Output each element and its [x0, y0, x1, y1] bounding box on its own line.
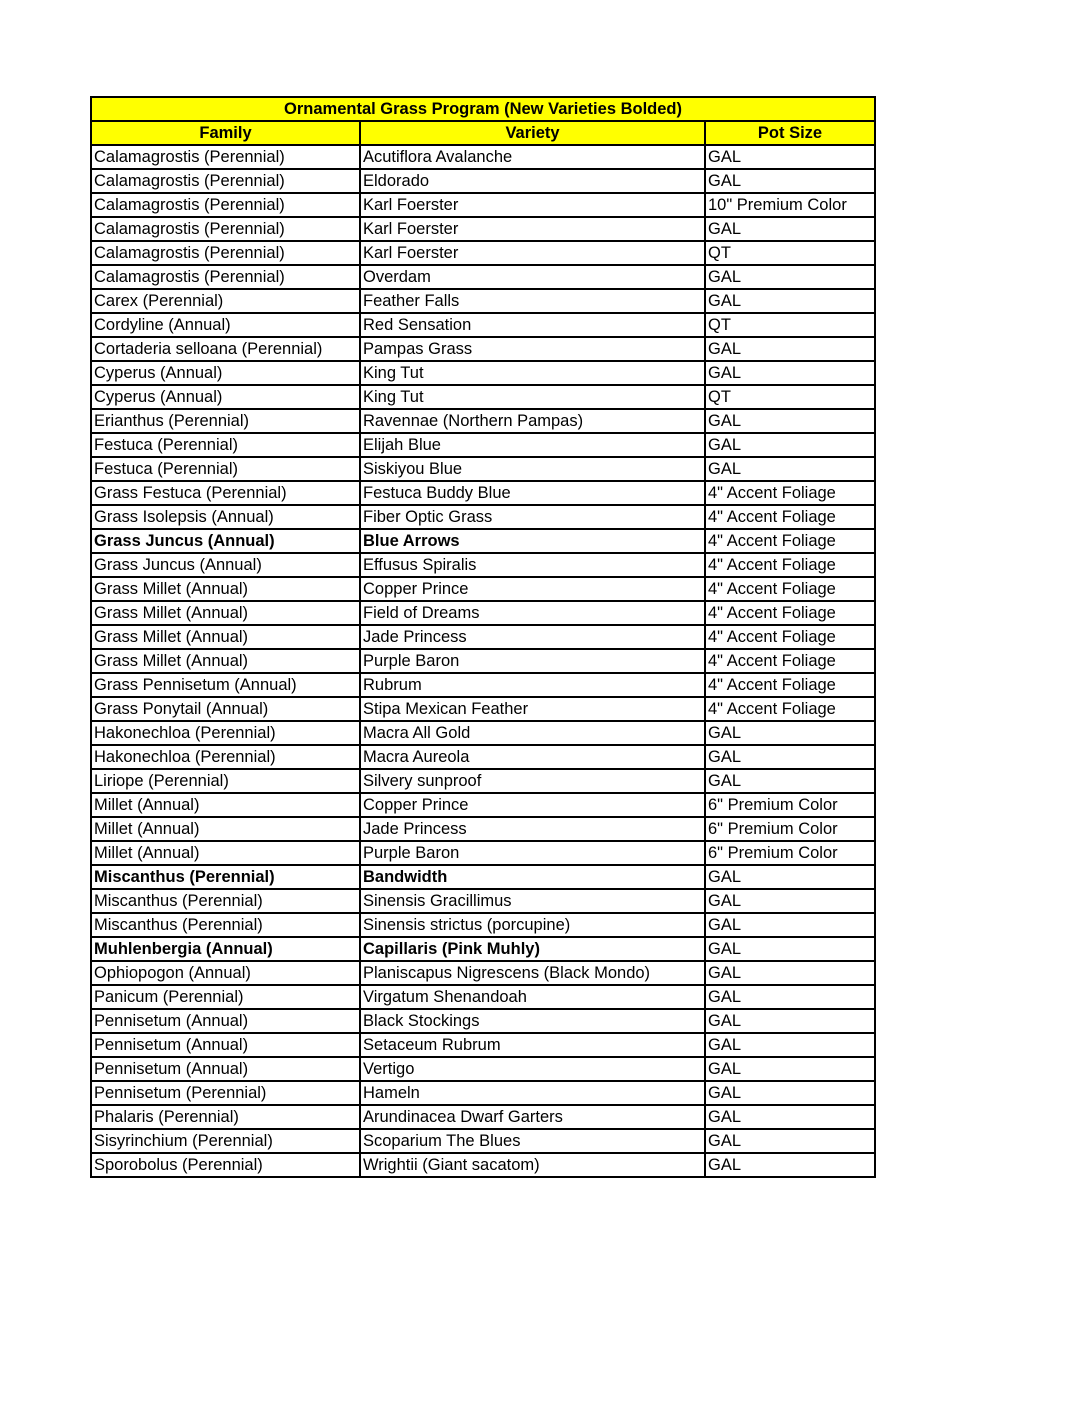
family-cell: Grass Millet (Annual) [91, 577, 360, 601]
pot-size-cell: GAL [705, 985, 875, 1009]
table-row [91, 1153, 875, 1177]
table-row [91, 505, 875, 529]
family-cell: Erianthus (Perennial) [91, 409, 360, 433]
variety-cell: Copper Prince [360, 577, 705, 601]
family-cell: Grass Ponytail (Annual) [91, 697, 360, 721]
table-row [91, 193, 875, 217]
family-cell: Muhlenbergia (Annual) [91, 937, 360, 961]
family-cell: Pennisetum (Annual) [91, 1057, 360, 1081]
family-cell: Grass Millet (Annual) [91, 625, 360, 649]
variety-cell: Setaceum Rubrum [360, 1033, 705, 1057]
family-cell: Festuca (Perennial) [91, 433, 360, 457]
family-cell: Calamagrostis (Perennial) [91, 217, 360, 241]
pot-size-cell: GAL [705, 937, 875, 961]
pot-size-cell: GAL [705, 865, 875, 889]
family-cell: Calamagrostis (Perennial) [91, 241, 360, 265]
family-cell: Pennisetum (Perennial) [91, 1081, 360, 1105]
variety-cell: Field of Dreams [360, 601, 705, 625]
table-body [91, 145, 875, 1177]
family-cell: Miscanthus (Perennial) [91, 913, 360, 937]
table-row [91, 913, 875, 937]
variety-cell: Wrightii (Giant sacatom) [360, 1153, 705, 1177]
table-row [91, 721, 875, 745]
pot-size-cell: GAL [705, 145, 875, 169]
table-row [91, 673, 875, 697]
pot-size-cell: GAL [705, 1009, 875, 1033]
variety-cell: Red Sensation [360, 313, 705, 337]
variety-cell: Copper Prince [360, 793, 705, 817]
variety-cell: Stipa Mexican Feather [360, 697, 705, 721]
variety-cell: Planiscapus Nigrescens (Black Mondo) [360, 961, 705, 985]
pot-size-cell: 4" Accent Foliage [705, 673, 875, 697]
pot-size-cell: GAL [705, 457, 875, 481]
family-cell: Pennisetum (Annual) [91, 1009, 360, 1033]
family-cell: Hakonechloa (Perennial) [91, 721, 360, 745]
pot-size-cell: 4" Accent Foliage [705, 601, 875, 625]
family-cell: Calamagrostis (Perennial) [91, 169, 360, 193]
table-row [91, 289, 875, 313]
family-cell: Calamagrostis (Perennial) [91, 145, 360, 169]
table-row [91, 745, 875, 769]
table-row [91, 889, 875, 913]
table-row [91, 169, 875, 193]
pot-size-cell: GAL [705, 889, 875, 913]
variety-cell: Purple Baron [360, 841, 705, 865]
variety-cell: Rubrum [360, 673, 705, 697]
table-row [91, 817, 875, 841]
pot-size-cell: GAL [705, 289, 875, 313]
table-row [91, 457, 875, 481]
table-row [91, 313, 875, 337]
variety-cell: Arundinacea Dwarf Garters [360, 1105, 705, 1129]
variety-cell: Effusus Spiralis [360, 553, 705, 577]
variety-cell: Festuca Buddy Blue [360, 481, 705, 505]
table-row [91, 649, 875, 673]
table-row [91, 601, 875, 625]
variety-cell: Black Stockings [360, 1009, 705, 1033]
pot-size-cell: 4" Accent Foliage [705, 625, 875, 649]
pot-size-cell: 4" Accent Foliage [705, 553, 875, 577]
variety-cell: Purple Baron [360, 649, 705, 673]
table-title: Ornamental Grass Program (New Varieties Bolded) [91, 97, 875, 121]
variety-cell: Blue Arrows [360, 529, 705, 553]
table-title-row [91, 97, 875, 121]
variety-cell: Silvery sunproof [360, 769, 705, 793]
family-cell: Panicum (Perennial) [91, 985, 360, 1009]
variety-cell: Karl Foerster [360, 193, 705, 217]
family-cell: Festuca (Perennial) [91, 457, 360, 481]
family-cell: Hakonechloa (Perennial) [91, 745, 360, 769]
family-cell: Pennisetum (Annual) [91, 1033, 360, 1057]
variety-cell: Scoparium The Blues [360, 1129, 705, 1153]
pot-size-cell: 4" Accent Foliage [705, 481, 875, 505]
variety-cell: Bandwidth [360, 865, 705, 889]
table-row [91, 1057, 875, 1081]
pot-size-cell: 4" Accent Foliage [705, 505, 875, 529]
family-cell: Grass Isolepsis (Annual) [91, 505, 360, 529]
pot-size-cell: 6" Premium Color [705, 793, 875, 817]
pot-size-cell: GAL [705, 913, 875, 937]
pot-size-cell: GAL [705, 1033, 875, 1057]
pot-size-cell: GAL [705, 337, 875, 361]
family-cell: Miscanthus (Perennial) [91, 865, 360, 889]
table-row [91, 961, 875, 985]
pot-size-cell: GAL [705, 1129, 875, 1153]
family-cell: Millet (Annual) [91, 793, 360, 817]
pot-size-cell: GAL [705, 1105, 875, 1129]
family-cell: Grass Millet (Annual) [91, 601, 360, 625]
table-row [91, 793, 875, 817]
table-row [91, 241, 875, 265]
family-cell: Millet (Annual) [91, 817, 360, 841]
pot-size-cell: GAL [705, 769, 875, 793]
table-row [91, 265, 875, 289]
pot-size-cell: GAL [705, 1081, 875, 1105]
table-row [91, 1009, 875, 1033]
variety-cell: Karl Foerster [360, 241, 705, 265]
family-cell: Cyperus (Annual) [91, 385, 360, 409]
variety-cell: Sinensis Gracillimus [360, 889, 705, 913]
pot-size-cell: GAL [705, 361, 875, 385]
variety-cell: Virgatum Shenandoah [360, 985, 705, 1009]
table-row [91, 1129, 875, 1153]
family-cell: Millet (Annual) [91, 841, 360, 865]
table-row [91, 937, 875, 961]
variety-cell: King Tut [360, 385, 705, 409]
table-row [91, 385, 875, 409]
family-cell: Carex (Perennial) [91, 289, 360, 313]
table-row [91, 625, 875, 649]
family-cell: Grass Millet (Annual) [91, 649, 360, 673]
grass-program-sheet [90, 96, 874, 1178]
variety-cell: Macra All Gold [360, 721, 705, 745]
pot-size-cell: GAL [705, 1057, 875, 1081]
table-row [91, 145, 875, 169]
variety-cell: Vertigo [360, 1057, 705, 1081]
family-cell: Calamagrostis (Perennial) [91, 193, 360, 217]
family-cell: Grass Juncus (Annual) [91, 529, 360, 553]
table-row [91, 769, 875, 793]
table-row [91, 529, 875, 553]
family-cell: Phalaris (Perennial) [91, 1105, 360, 1129]
family-cell: Miscanthus (Perennial) [91, 889, 360, 913]
variety-cell: Ravennae (Northern Pampas) [360, 409, 705, 433]
table-row [91, 217, 875, 241]
family-cell: Sisyrinchium (Perennial) [91, 1129, 360, 1153]
pot-size-cell: GAL [705, 721, 875, 745]
pot-size-cell: 4" Accent Foliage [705, 697, 875, 721]
table-row [91, 433, 875, 457]
variety-cell: Fiber Optic Grass [360, 505, 705, 529]
family-cell: Grass Festuca (Perennial) [91, 481, 360, 505]
table-row [91, 361, 875, 385]
table-row [91, 577, 875, 601]
variety-cell: Karl Foerster [360, 217, 705, 241]
variety-cell: Sinensis strictus (porcupine) [360, 913, 705, 937]
column-header-row [91, 121, 875, 145]
table-row [91, 985, 875, 1009]
variety-cell: Overdam [360, 265, 705, 289]
pot-size-cell: GAL [705, 433, 875, 457]
pot-size-cell: 6" Premium Color [705, 841, 875, 865]
variety-cell: Hameln [360, 1081, 705, 1105]
table-row [91, 841, 875, 865]
pot-size-cell: 4" Accent Foliage [705, 577, 875, 601]
variety-cell: Elijah Blue [360, 433, 705, 457]
column-header-variety: Variety [360, 121, 705, 145]
column-header-family: Family [91, 121, 360, 145]
family-cell: Grass Juncus (Annual) [91, 553, 360, 577]
pot-size-cell: 10" Premium Color [705, 193, 875, 217]
family-cell: Cortaderia selloana (Perennial) [91, 337, 360, 361]
family-cell: Cordyline (Annual) [91, 313, 360, 337]
variety-cell: Siskiyou Blue [360, 457, 705, 481]
family-cell: Grass Pennisetum (Annual) [91, 673, 360, 697]
family-cell: Ophiopogon (Annual) [91, 961, 360, 985]
pot-size-cell: 6" Premium Color [705, 817, 875, 841]
pot-size-cell: GAL [705, 1153, 875, 1177]
family-cell: Sporobolus (Perennial) [91, 1153, 360, 1177]
table-row [91, 865, 875, 889]
variety-cell: Pampas Grass [360, 337, 705, 361]
table-row [91, 481, 875, 505]
pot-size-cell: GAL [705, 169, 875, 193]
pot-size-cell: GAL [705, 745, 875, 769]
variety-cell: Feather Falls [360, 289, 705, 313]
table-row [91, 1081, 875, 1105]
pot-size-cell: QT [705, 313, 875, 337]
pot-size-cell: QT [705, 241, 875, 265]
table-row [91, 1033, 875, 1057]
pot-size-cell: QT [705, 385, 875, 409]
variety-cell: Macra Aureola [360, 745, 705, 769]
family-cell: Liriope (Perennial) [91, 769, 360, 793]
column-header-pot-size: Pot Size [705, 121, 875, 145]
table-row [91, 1105, 875, 1129]
table-row [91, 337, 875, 361]
pot-size-cell: GAL [705, 265, 875, 289]
table-row [91, 553, 875, 577]
pot-size-cell: GAL [705, 961, 875, 985]
family-cell: Calamagrostis (Perennial) [91, 265, 360, 289]
variety-cell: Jade Princess [360, 817, 705, 841]
pot-size-cell: GAL [705, 409, 875, 433]
variety-cell: King Tut [360, 361, 705, 385]
table-row [91, 409, 875, 433]
family-cell: Cyperus (Annual) [91, 361, 360, 385]
variety-cell: Eldorado [360, 169, 705, 193]
variety-cell: Jade Princess [360, 625, 705, 649]
variety-cell: Capillaris (Pink Muhly) [360, 937, 705, 961]
grass-program-table [90, 96, 876, 1178]
pot-size-cell: GAL [705, 217, 875, 241]
pot-size-cell: 4" Accent Foliage [705, 529, 875, 553]
variety-cell: Acutiflora Avalanche [360, 145, 705, 169]
table-row [91, 697, 875, 721]
pot-size-cell: 4" Accent Foliage [705, 649, 875, 673]
